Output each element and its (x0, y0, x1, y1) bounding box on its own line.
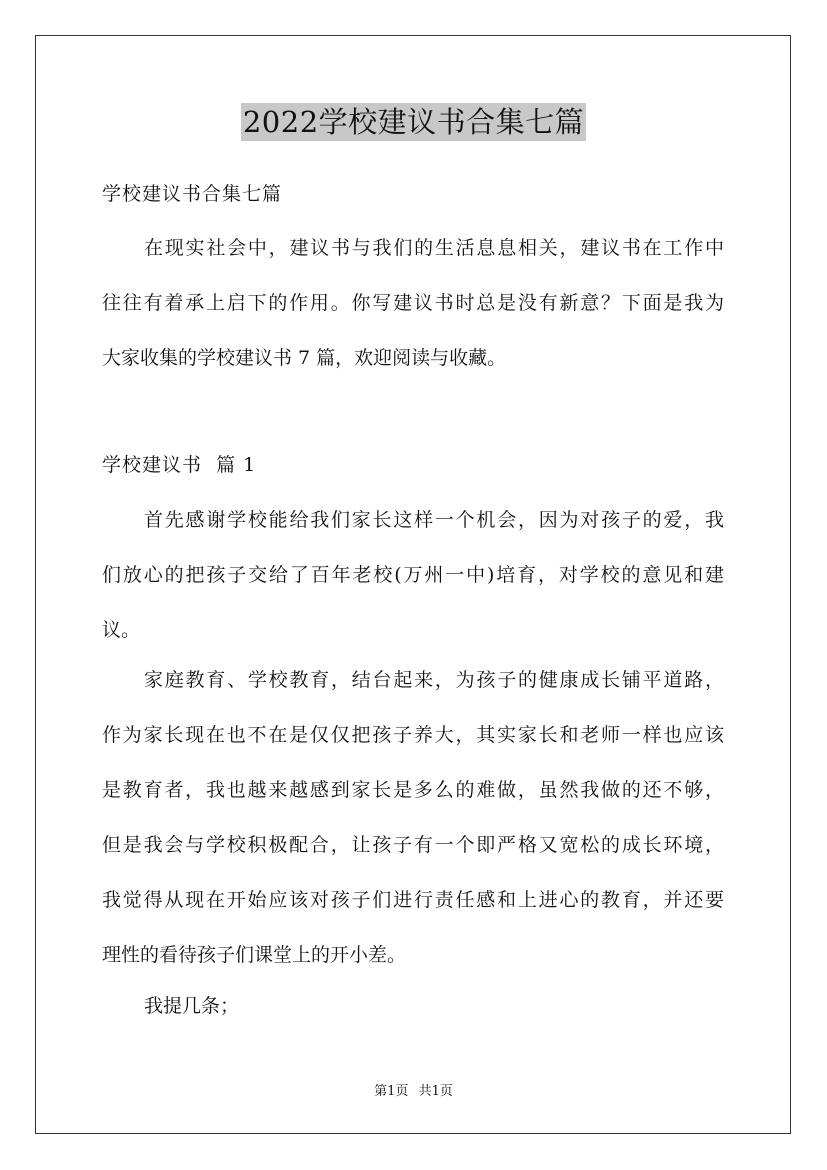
document-title (0, 103, 827, 141)
paragraph-line: 是教育者，我也越来越感到家长是多么的难做，虽然我做的还不够， (102, 779, 724, 801)
body-paragraph-3 (102, 994, 724, 1049)
paragraph-line: 但是我会与学校积极配合，让孩子有一个即严格又宽松的成长环境， (102, 834, 724, 856)
paragraph-line: 大家收集的学校建议书 7 篇，欢迎阅读与收藏。 (102, 347, 507, 369)
paragraph-line: 议。 (102, 619, 141, 641)
paragraph-line: 我觉得从现在开始应该对孩子们进行责任感和上进心的教育，并还要 (102, 889, 724, 911)
paragraph-line: 往往有着承上启下的作用。你写建议书时总是没有新意？下面是我为 (102, 292, 724, 314)
page-total: 共1页 (418, 1084, 453, 1099)
paragraph-line: 首先感谢学校能给我们家长这样一个机会，因为对孩子的爱，我 (144, 509, 724, 531)
paragraph-line: 在现实社会中，建议书与我们的生活息息相关，建议书在工作中 (144, 237, 724, 259)
page-number: 第1页 (374, 1084, 409, 1099)
document-subtitle: 学校建议书合集七篇 (102, 183, 283, 205)
intro-paragraph (102, 236, 724, 401)
paragraph-line: 理性的看待孩子们课堂上的开小差。 (102, 944, 407, 966)
paragraph-line: 们放心的把孩子交给了百年老校(万州一中)培育，对学校的意见和建 (102, 564, 724, 586)
paragraph-line: 我提几条； (144, 995, 240, 1017)
paragraph-line: 家庭教育、学校教育，结台起来，为孩子的健康成长铺平道路， (144, 669, 724, 691)
body-paragraph-1 (102, 508, 724, 673)
page-footer (0, 1084, 827, 1100)
document-title-text: 2022学校建议书合集七篇 (242, 105, 585, 139)
paragraph-line: 作为家长现在也不在是仅仅把孩子养大，其实家长和老师一样也应该 (102, 724, 724, 746)
section-heading: 学校建议书 篇 1 (102, 454, 257, 476)
body-paragraph-2 (102, 668, 724, 998)
